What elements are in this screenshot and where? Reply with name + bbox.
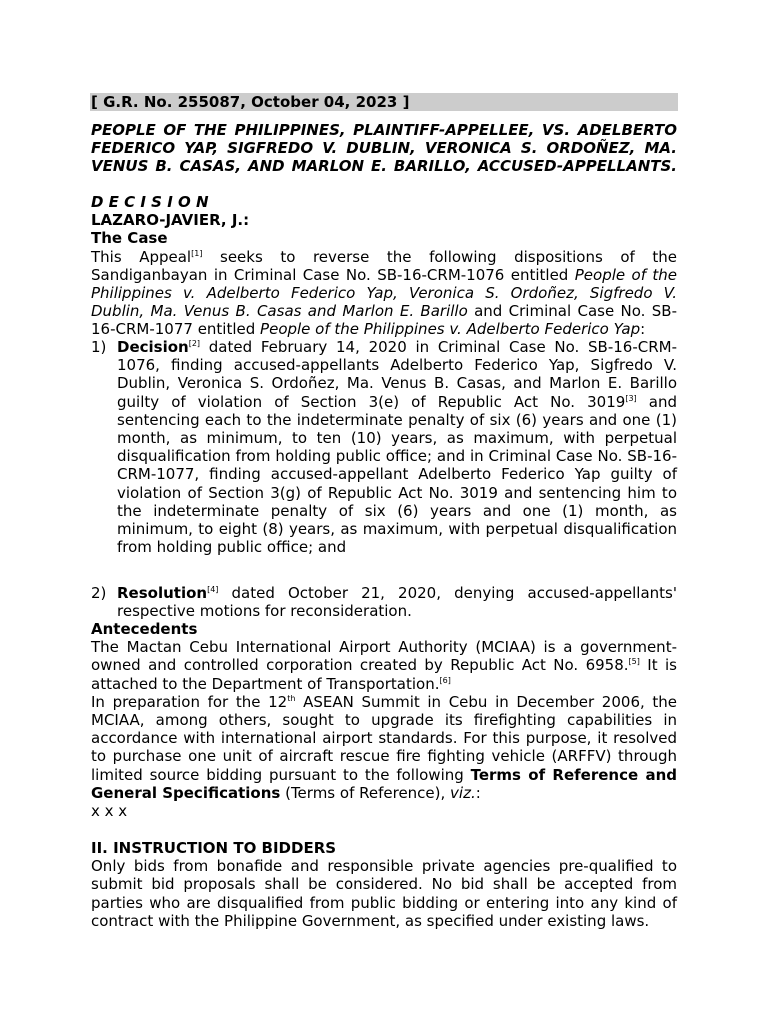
antecedents-section (91, 620, 677, 820)
the-case-heading: The Case (91, 229, 168, 248)
decision-heading: D E C I S I O N (91, 193, 209, 211)
disposition-label: Resolution (117, 584, 208, 602)
case-title-1: People of the Philippines v. Adelberto Federico Yap, Veronica S. Ordoñez, Sigfredo V. Dublin, Ma. Venus B. Casas and Marlon E. Barillo (91, 265, 678, 321)
the-case-intro: This Appeal[1] seeks to reverse the following dispositions of the Sandiganbayan in Criminal Case No. SB-16-CRM-1076 entitled People of the Philippines v. Adelberto Federico Yap, Veronica S. Ordoñez, Sigfredo V. Dublin, Ma. Venus B. Casas and Marlon E. Barillo and Criminal Case No. SB-16-CRM-1077 entitled People of the Philippines v. Adelberto Federico Yap: (91, 247, 678, 339)
list-number: 1) (91, 338, 107, 356)
instructions-section (91, 839, 677, 930)
antecedents-paragraph-1: The Mactan Cebu International Airport Authority (MCIAA) is a government-owned and controlled corporation created by Republic Act No. 6958.[5] It is attached to the Department of Transportation.[6] (91, 638, 678, 693)
list-number: 2) (91, 584, 107, 602)
footnote-marker[interactable]: [2] (188, 339, 201, 348)
antecedents-paragraph-2: In preparation for the 12th ASEAN Summit in Cebu in December 2006, the MCIAA, among others, sought to upgrade its firefighting capabilities in accordance with international airport standards. For this purpose, it resolved to purchase one unit of aircraft rescue fire fighting vehicle (ARFFV) through limited source bidding pursuant to the following Terms of Reference and General Specifications (Terms of Reference), viz.: (91, 692, 678, 802)
footnote-marker[interactable]: [5] (628, 657, 640, 667)
terms-of-reference-label: Terms of Reference and General Specifications (91, 765, 677, 802)
antecedents-heading: Antecedents (91, 620, 198, 638)
disposition-text: Decision[2] dated February 14, 2020 in Criminal Case No. SB-16-CRM-1076, finding accused-appellants Adelberto Federico Yap, Sigfredo V. Dublin, Veronica S. Ordoñez, Ma. Venus B. Casas, and Marlon E. Barillo guilty of violation of Section 3(e) of Republic Act No. 3019[3] and sentencing each to the indeterminate penalty of six (6) years and one (1) month, as minimum, to ten (10) years, as maximum, with perpetual disqualification from holding public office; and in Criminal Case No. SB-16-CRM-1077, finding accused-appellant Adelberto Federico Yap guilty of violation of Section 3(g) of Republic Act No. 3019 and sentencing him to the indeterminate penalty of six (6) years and one (1) month, as minimum, to eight (8) years, as maximum, with perpetual disqualification from holding public office; and (117, 338, 677, 557)
ponente: LAZARO-JAVIER, J.: (91, 211, 250, 230)
case-title-2: People of the Philippines v. Adelberto Federico Yap (260, 320, 641, 339)
footnote-marker[interactable]: [4] (207, 585, 219, 594)
ordinal-suffix: th (287, 693, 296, 703)
case-reference: [ G.R. No. 255087, October 04, 2023 ] (91, 93, 410, 111)
decision-heading-block (91, 193, 677, 339)
instructions-heading: II. INSTRUCTION TO BIDDERS (91, 839, 337, 857)
case-reference-bar (90, 93, 678, 111)
instructions-body: Only bids from bonafide and responsible private agencies pre-qualified to submit bid proposals shall be considered. No bid shall be accepted from parties who are disqualified from public bidding or entering into any kind of contract with the Philippine Government, as specified under existing laws. (91, 857, 677, 930)
footnote-marker[interactable]: [3] (625, 393, 637, 403)
disposition-label: Decision (117, 338, 189, 356)
ellipsis-marker: x x x (91, 802, 128, 821)
case-title: PEOPLE OF THE PHILIPPINES, PLAINTIFF-APPELLEE, VS. ADELBERTO FEDERICO YAP, SIGFREDO V. DUBLIN, VERONICA S. ORDOÑEZ, MA. VENUS B. CASAS, AND MARLON E. BARILLO, ACCUSED-APPELLANTS. (91, 121, 677, 176)
footnote-marker[interactable]: [6] (439, 675, 451, 685)
footnote-marker[interactable]: [1] (191, 248, 203, 258)
disposition-text: Resolution[4] dated October 21, 2020, denying accused-appellants' respective motions for reconsideration. (117, 584, 677, 621)
